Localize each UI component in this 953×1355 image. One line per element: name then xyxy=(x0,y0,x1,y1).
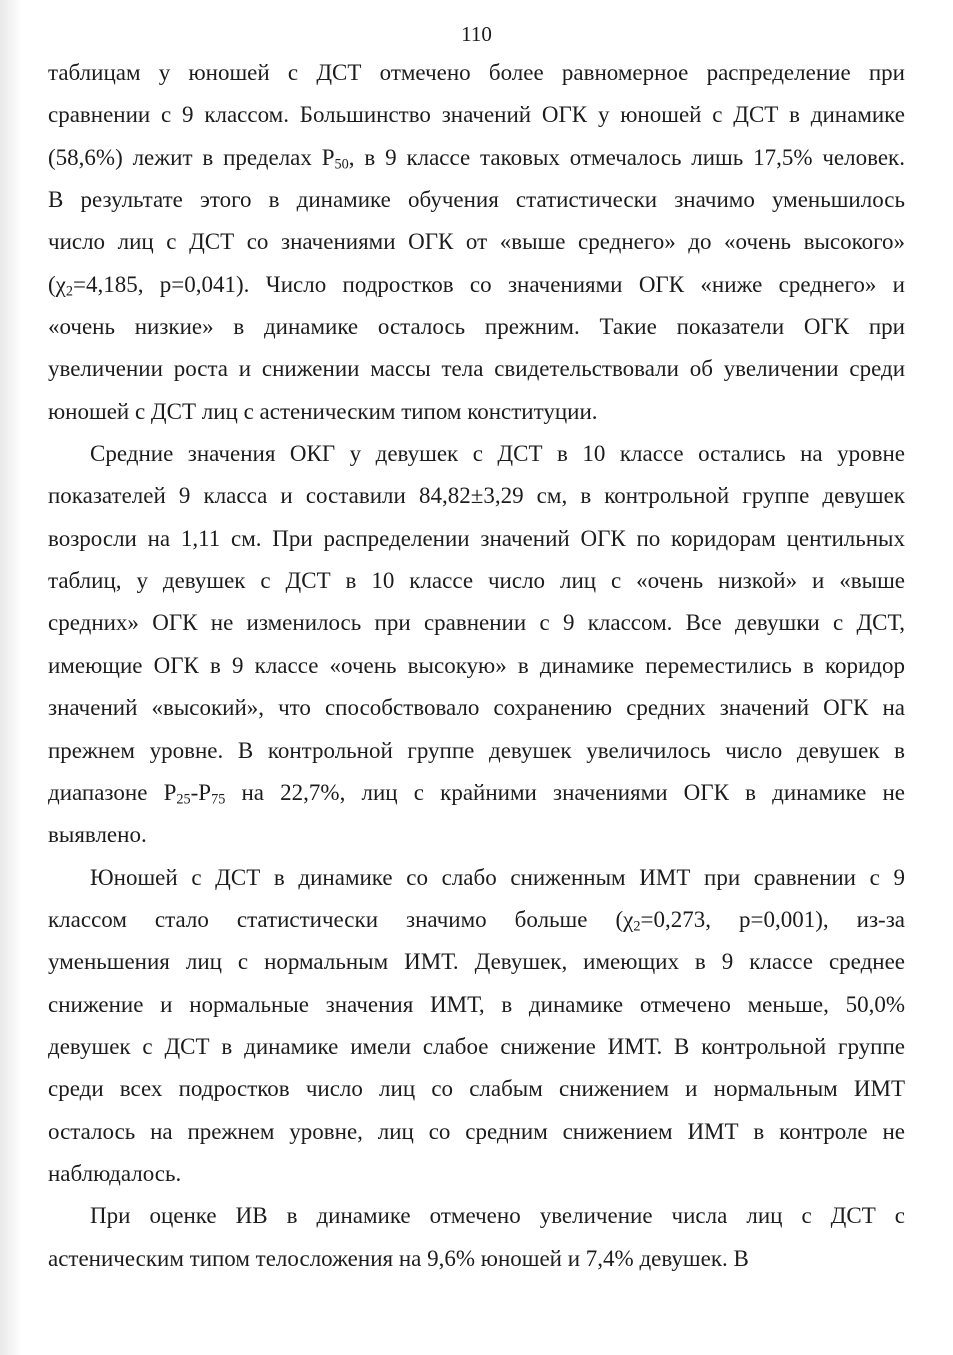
paragraph xyxy=(48,52,905,433)
text-line xyxy=(48,348,905,390)
text-run: снижение и нормальные значения ИМТ, в динамике отмечено меньше, 50,0% xyxy=(48,991,905,1017)
document-body xyxy=(48,52,905,1280)
subscript: 50 xyxy=(334,156,349,173)
text-run: среди всех подростков число лиц со слабым снижением и нормальным ИМТ xyxy=(48,1076,905,1102)
text-line xyxy=(48,94,905,136)
text-run: осталось на прежнем уровне, лиц со средним снижением ИМТ в контроле не xyxy=(48,1118,905,1144)
text-run: астеническим типом телосложения на 9,6% юношей и 7,4% девушек. В xyxy=(48,1245,749,1271)
text-line xyxy=(48,687,905,729)
text-run: число лиц с ДСТ со значениями ОГК от «выше среднего» до «очень высокого» xyxy=(48,229,905,255)
text-run: Юношей с ДСТ в динамике со слабо сниженным ИМТ при сравнении с 9 xyxy=(90,864,905,890)
text-line xyxy=(48,264,905,306)
text-line xyxy=(48,730,905,772)
text-run: девушек с ДСТ в динамике имели слабое снижение ИМТ. В контрольной группе xyxy=(48,1033,905,1059)
scan-edge-shadow xyxy=(0,0,22,1355)
text-run: прежнем уровне. В контрольной группе девушек увеличилось число девушек в xyxy=(48,737,905,763)
text-line xyxy=(48,1153,905,1195)
text-run: таблицам у юношей с ДСТ отмечено более равномерное распределение при xyxy=(48,60,905,85)
text-run: классом стало статистически значимо больше (χ xyxy=(48,906,634,932)
text-line xyxy=(48,1068,905,1110)
page-number: 110 xyxy=(461,22,492,46)
subscript: 2 xyxy=(65,283,73,300)
text-line xyxy=(48,1111,905,1153)
text-line xyxy=(48,814,905,856)
text-run: на 22,7%, лиц с крайними значениями ОГК в динамике не xyxy=(225,779,905,805)
text-line xyxy=(48,1238,905,1280)
text-line xyxy=(48,1026,905,1068)
text-line xyxy=(48,391,905,433)
text-run: выявлено. xyxy=(48,822,147,848)
text-run: наблюдалось. xyxy=(48,1160,182,1186)
text-run: -Р xyxy=(190,779,212,805)
subscript: 25 xyxy=(176,791,191,808)
text-run: увеличении роста и снижении массы тела свидетельствовали об увеличении среди xyxy=(48,356,905,382)
subscript: 2 xyxy=(633,918,641,935)
text-run: юношей с ДСТ лиц с астеническим типом конституции. xyxy=(48,398,598,424)
text-run: В результате этого в динамике обучения статистически значимо уменьшилось xyxy=(48,187,905,213)
text-run: При оценке ИВ в динамике отмечено увеличение числа лиц с ДСТ с xyxy=(90,1203,905,1229)
text-line xyxy=(48,475,905,517)
text-run: возросли на 1,11 см. При распределении значений ОГК по коридорам центильных xyxy=(48,525,905,551)
text-line xyxy=(48,645,905,687)
text-line xyxy=(48,899,905,941)
text-run: «очень низкие» в динамике осталось прежним. Такие показатели ОГК при xyxy=(48,314,905,340)
text-run: , в 9 классе таковых отмечалось лишь 17,5% человек. xyxy=(348,144,905,170)
text-line xyxy=(48,518,905,560)
paragraph xyxy=(48,433,905,856)
text-run: =4,185, р=0,041). Число подростков со значениями ОГК «ниже среднего» и xyxy=(73,271,905,297)
text-line xyxy=(48,179,905,221)
text-line xyxy=(48,433,905,475)
paragraph xyxy=(48,857,905,1196)
text-run: диапазоне Р xyxy=(48,779,177,805)
text-run: (χ xyxy=(48,271,66,297)
text-line xyxy=(48,857,905,899)
text-run: имеющие ОГК в 9 классе «очень высокую» в динамике переместились в коридор xyxy=(48,652,905,678)
text-line xyxy=(48,137,905,179)
text-line xyxy=(48,306,905,348)
text-line xyxy=(48,941,905,983)
text-line xyxy=(48,560,905,602)
text-line xyxy=(48,602,905,644)
text-line xyxy=(48,1195,905,1237)
text-line xyxy=(48,984,905,1026)
text-run: значений «высокий», что способствовало сохранению средних значений ОГК на xyxy=(48,695,905,721)
text-run: таблиц, у девушек с ДСТ в 10 классе число лиц с «очень низкой» и «выше xyxy=(48,568,905,594)
text-line xyxy=(48,772,905,814)
text-run: Средние значения ОКГ у девушек с ДСТ в 10 классе остались на уровне xyxy=(90,441,905,467)
text-line xyxy=(48,221,905,263)
text-run: средних» ОГК не изменилось при сравнении с 9 классом. Все девушки с ДСТ, xyxy=(48,610,905,636)
paragraph xyxy=(48,1195,905,1280)
subscript: 75 xyxy=(211,791,226,808)
text-run: уменьшения лиц с нормальным ИМТ. Девушек, имеющих в 9 классе среднее xyxy=(48,949,905,975)
text-line xyxy=(48,52,905,94)
text-run: (58,6%) лежит в пределах Р xyxy=(48,144,335,170)
text-run: сравнении с 9 классом. Большинство значений ОГК у юношей с ДСТ в динамике xyxy=(48,102,905,128)
text-run: показателей 9 класса и составили 84,82±3,29 см, в контрольной группе девушек xyxy=(48,483,905,509)
text-run: =0,273, р=0,001), из-за xyxy=(640,906,905,932)
